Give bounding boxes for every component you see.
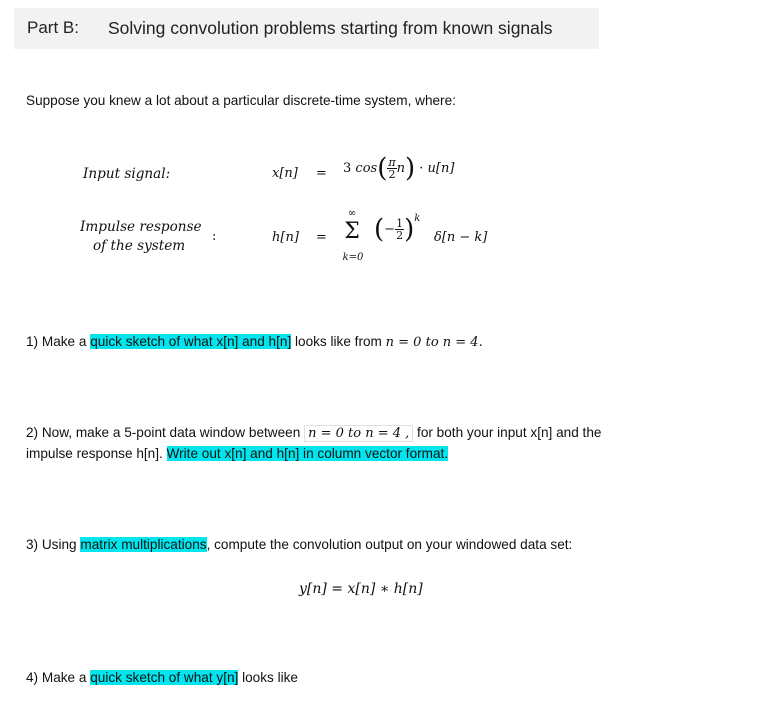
- section-title: Solving convolution problems starting from known signals: [108, 18, 553, 38]
- h-term: [374, 213, 421, 252]
- impulse-label-line2: of the system: [93, 238, 186, 254]
- question-2-line1: [26, 425, 601, 442]
- sum-lower-limit: k=0: [342, 252, 364, 263]
- x-fraction: [387, 157, 396, 180]
- q1-prefix: 1) Make a: [26, 334, 91, 349]
- q1-highlight: quick sketch of what x[n] and h[n]: [90, 334, 292, 349]
- question-1: [26, 334, 483, 350]
- h-fraction: [395, 218, 404, 241]
- sum-symbol: Σ: [344, 219, 360, 244]
- q1-range: n = 0 to n = 4.: [385, 335, 483, 350]
- h-minus: −: [384, 222, 396, 237]
- x-lhs: x[n]: [272, 166, 298, 181]
- h-frac-den: 2: [396, 229, 404, 242]
- x-n: n: [396, 161, 405, 176]
- h-frac-num: 1: [396, 217, 404, 230]
- convolution-equation: y[n] = x[n] ∗ h[n]: [299, 581, 423, 597]
- impulse-label-line1: Impulse response: [80, 219, 202, 235]
- h-paren-close: ): [404, 214, 415, 245]
- q2-line1-prefix: 2) Now, make a 5-point data window between: [26, 425, 305, 440]
- q2-line1-suffix: for both your input x[n] and the: [413, 425, 602, 440]
- x-coefficient: 3: [343, 161, 352, 176]
- q4-highlight: quick sketch of what y[n]: [90, 670, 239, 685]
- x-paren-open: (: [377, 153, 388, 184]
- x-unit-step: u[n]: [427, 161, 455, 176]
- x-formula: [343, 153, 455, 187]
- q2-range-box: n = 0 to n = 4 ,: [304, 425, 413, 442]
- h-exponent: k: [414, 213, 421, 224]
- h-paren-open: (: [374, 214, 385, 245]
- intro-text: Suppose you knew a lot about a particular discrete-time system, where:: [26, 93, 456, 108]
- h-lhs: h[n]: [272, 230, 299, 245]
- q3-suffix: , compute the convolution output on your windowed data set:: [206, 537, 573, 552]
- impulse-colon: :: [212, 229, 217, 244]
- q4-suffix: looks like: [238, 670, 298, 685]
- x-frac-num: π: [388, 156, 396, 169]
- q2-line2-prefix: impulse response h[n].: [26, 446, 167, 461]
- question-4: [26, 670, 298, 685]
- q4-prefix: 4) Make a: [26, 670, 91, 685]
- x-frac-den: 2: [388, 168, 396, 181]
- x-equals: =: [316, 166, 327, 181]
- q1-suffix: looks like from: [291, 334, 386, 349]
- h-equals: =: [316, 230, 327, 245]
- q3-prefix: 3) Using: [26, 537, 81, 552]
- x-paren-close: ): [404, 153, 416, 184]
- q2-highlight: Write out x[n] and h[n] in column vector format.: [166, 446, 449, 461]
- part-label: Part B:: [27, 18, 79, 37]
- x-dot: ·: [419, 161, 424, 176]
- h-delta: δ[n − k]: [434, 230, 488, 245]
- question-2-line2: [26, 446, 448, 461]
- input-signal-label: Input signal:: [83, 166, 171, 182]
- x-cos: cos: [355, 161, 378, 176]
- sum-upper-limit: ∞: [347, 208, 357, 219]
- q3-highlight: matrix multiplications: [80, 537, 207, 552]
- question-3: [26, 537, 572, 552]
